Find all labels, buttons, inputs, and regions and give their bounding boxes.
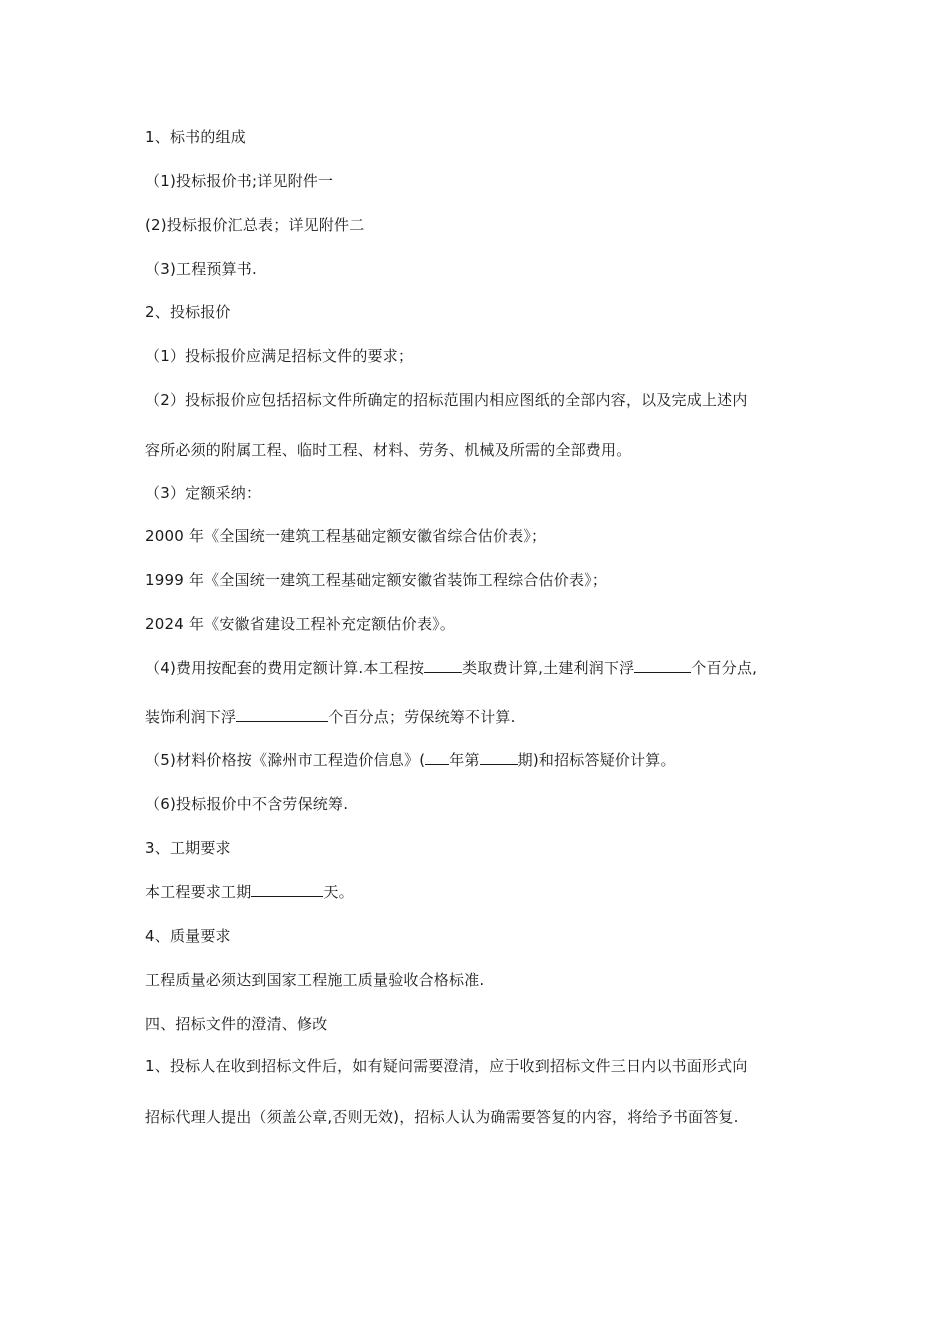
list-item: （1)投标报价书;详见附件一 <box>145 172 334 190</box>
chapter-heading: 四、招标文件的澄清、修改 <box>145 1015 328 1033</box>
fee-line-text: 个百分点；劳保统筹不计算. <box>328 708 516 726</box>
section-heading-1: 1、标书的组成 <box>145 128 246 146</box>
paragraph-line: 容所必须的附属工程、临时工程、材料、劳务、机械及所需的全部费用。 <box>145 441 632 459</box>
fee-line-text: 个百分点, <box>691 659 758 677</box>
list-item: (2)投标报价汇总表；详见附件二 <box>145 216 365 234</box>
section-heading-3: 3、工期要求 <box>145 839 231 857</box>
period-line-text: 本工程要求工期 <box>145 883 252 901</box>
list-item: （1）投标报价应满足招标文件的要求； <box>145 347 414 365</box>
fee-line-text: 类取费计算,土建利润下浮 <box>462 659 635 677</box>
fill-blank <box>424 658 462 673</box>
list-item: （6)投标报价中不含劳保统筹. <box>145 795 349 813</box>
paragraph-line: 1999 年《全国统一建筑工程基础定额安徽省装饰工程综合估价表》； <box>145 571 608 589</box>
fee-line-2 <box>145 707 516 727</box>
paragraph-line: （2）投标报价应包括招标文件所确定的招标范围内相应图纸的全部内容，以及完成上述内 <box>145 391 748 409</box>
period-line <box>145 882 354 902</box>
fee-line-text: 装饰利润下浮 <box>145 708 237 726</box>
period-line-text: 天。 <box>323 883 354 901</box>
paragraph-line: 招标代理人提出（须盖公章,否则无效)，招标人认为确需要答复的内容，将给予书面答复. <box>145 1108 739 1126</box>
fill-blank <box>634 658 691 673</box>
paragraph-line: 2000 年《全国统一建筑工程基础定额安徽省综合估价表》； <box>145 527 547 545</box>
paragraph-line: 2024 年《安徽省建设工程补充定额估价表》。 <box>145 615 456 633</box>
paragraph-line: 1、投标人在收到招标文件后，如有疑问需要澄清，应于收到招标文件三日内以书面形式向 <box>145 1057 748 1075</box>
fill-blank <box>236 707 328 722</box>
fill-blank <box>251 882 323 897</box>
fee-line <box>145 658 757 678</box>
fill-blank <box>425 750 449 765</box>
paragraph-line: 工程质量必须达到国家工程施工质量验收合格标准. <box>145 971 485 989</box>
list-item: （3）定额采纳： <box>145 484 262 502</box>
section-heading-2: 2、投标报价 <box>145 303 231 321</box>
material-line-text: 年第 <box>449 751 480 769</box>
list-item: （3)工程预算书. <box>145 260 257 278</box>
fee-line-text: （4)费用按配套的费用定额计算.本工程按 <box>145 659 425 677</box>
fill-blank <box>480 750 518 765</box>
material-line-text: （5)材料价格按《滁州市工程造价信息》( <box>145 751 426 769</box>
material-line <box>145 750 676 770</box>
section-heading-4: 4、质量要求 <box>145 927 231 945</box>
material-line-text: 期)和招标答疑价计算。 <box>517 751 676 769</box>
